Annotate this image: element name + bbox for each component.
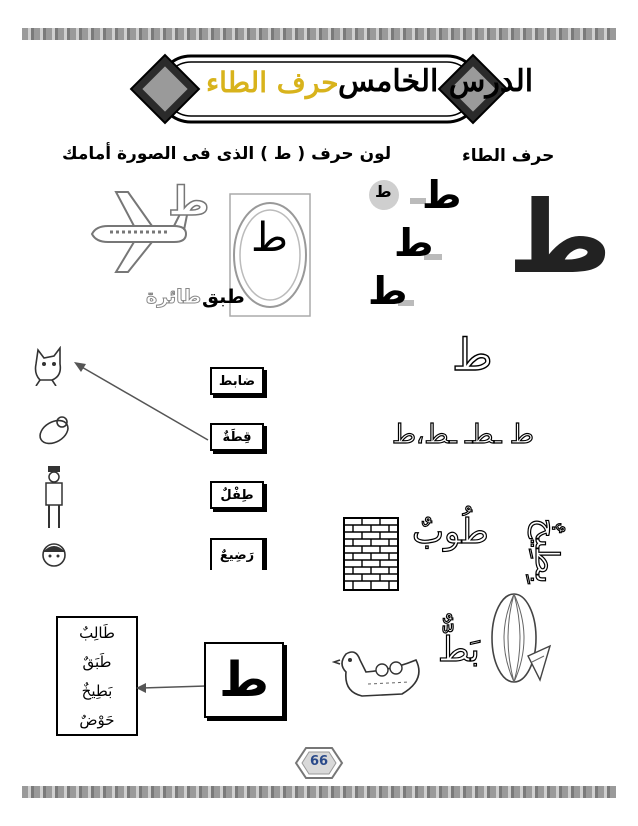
letter-medium-1: ط [422,173,462,217]
page-number-badge [294,746,344,780]
list-arrow [134,680,208,694]
matching-arrow [70,360,212,444]
top-border [22,28,616,40]
letter-outline: ط [452,330,493,381]
page-number: 66 [309,754,329,769]
match-word: رَضِيعٌ [219,547,255,563]
ducks-image [332,642,428,702]
letter-medium-2: ط [394,221,434,265]
section-right-title: حرف الطاء [462,146,555,166]
word-duck: بَطٌّ [438,630,480,670]
match-word: ضابط [218,373,256,389]
match-word: قِطَةٌ [222,429,252,445]
plate-letter: ط [251,215,288,261]
baby-image [36,412,72,448]
brick-wall-image [342,516,400,592]
letter-title: حرف الطاء [206,66,339,99]
word-list-box [56,616,138,736]
word-list-item: طَبَقٌ [82,652,112,671]
word-list-item: حَوْضٌ [79,710,115,729]
section-left-title: لون حرف ( ط ) الذى فى الصورة أمامك [62,144,392,164]
lesson-title: الدرس الخامس [338,64,534,99]
word-brick: طُوبٌ [412,512,489,552]
boy-image [40,540,68,570]
word-list-item: بَطِيخٌ [81,681,113,700]
match-word-box[interactable] [210,423,264,451]
letter-box-letter: ط [219,652,269,708]
watermelon-image [488,586,554,686]
word-plate: طبق [202,286,245,308]
word-melon: بِطِيخٌ [528,518,566,584]
match-word-box[interactable] [210,481,264,509]
word-plane: طائرة [146,286,202,308]
cat-image [32,346,68,386]
word-list-item: طَالِبٌ [79,623,115,642]
bottom-border [22,786,616,798]
match-word-box[interactable] [210,367,264,395]
match-word: طِفْلٌ [220,487,254,503]
letter-large: ط [508,179,612,296]
letter-small: ط [375,182,392,201]
letter-medium-3: ط [368,269,408,313]
match-word-box[interactable] [210,538,264,570]
letter-forms: ط ـطـ ـط،ط [392,420,534,450]
officer-image [40,464,68,530]
airplane-letter: ط [168,179,210,225]
title-banner [128,52,534,126]
letter-box [204,642,284,718]
